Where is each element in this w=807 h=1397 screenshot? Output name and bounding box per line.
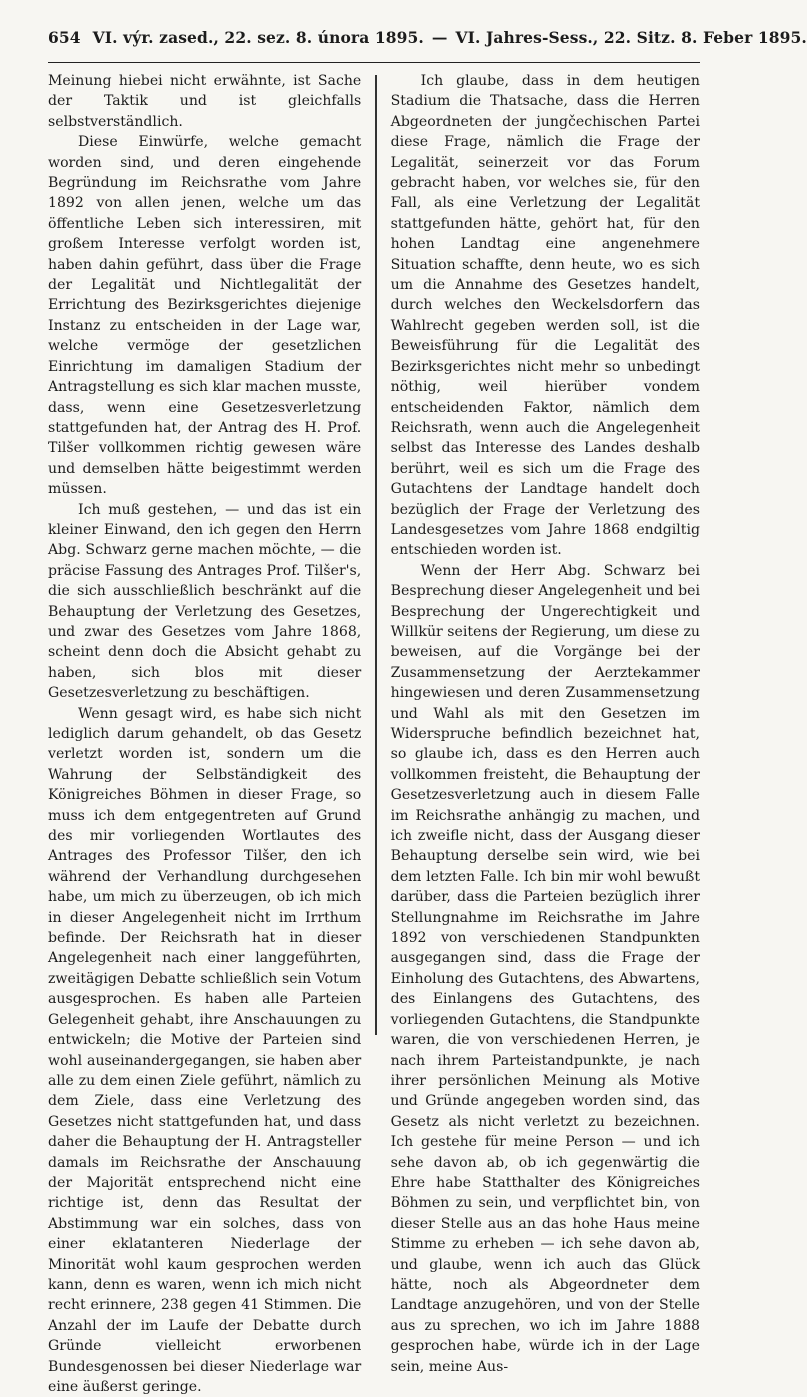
header-rule (48, 62, 700, 63)
column-divider (375, 75, 376, 1035)
left-column (48, 71, 362, 1395)
header-title-german: VI. Jahres-Sess., 22. Sitz. 8. Feber 1895. (455, 28, 807, 47)
paragraph: Wenn der Herr Abg. Schwarz bei Besprechung dieser Angelegenheit und bei Besprechung der Ungerechtigkeit und Willkür seitens der Regierung, um diese zu beweisen, auf die Vorgänge bei der Zusammensetzung der Aerztekammer hingewiesen und deren Zusammensetzung und Wahl als mit den Gesetzen im Widerspruche befindlich bezeichnet hat, so glaube ich, dass es den Herren auch vollkommen freisteht, die Behauptung der Gesetzesverletzung auch in diesem Falle im Reichsrathe anhängig zu machen, und ich zweifle nicht, dass der Ausgang dieser Behauptung derselbe sein wird, wie bei dem letzten Falle. Ich bin mir wohl bewußt darüber, dass die Parteien bezüglich ihrer Stellungnahme im Reichsrathe im Jahre 1892 von verschiedenen Standpunkten ausgegangen sind, dass die Frage der Einholung des Gutachtens, des Abwartens, des Einlangens des Gutachtens, des vorliegenden Gutachtens, die Standpunkte waren, die von verschiedenen Herren, je nach ihrem Parteistandpunkte, je nach ihrer persönlichen Meinung als Motive und Gründe angegeben worden sind, das Gesetz als nicht verletzt zu bezeichnen. Ich gestehe für meine Person — und ich sehe davon ab, ob ich gegenwärtig die Ehre habe Statthalter des Königreiches Böhmen zu sein, und verpflichtet bin, von dieser Stelle aus an das hohe Haus meine Stimme zu erheben — ich sehe davon ab, und glaube, wenn ich auch das Glück hätte, noch als Abgeordneter dem Landtage anzugehören, und von der Stelle aus zu sprechen, wo ich im Jahre 1888 gesprochen habe, würde ich in der Lage sein, meine Aus- (390, 562, 700, 1375)
header-separator: — (431, 28, 448, 47)
two-column-body (48, 71, 700, 1395)
header-title-czech: VI. výr. zased., 22. sez. 8. února 1895. (92, 28, 424, 47)
paragraph: Ich muß gestehen, — und das ist ein kleiner Einwand, den ich gegen den Herrn Abg. Schwarz gerne machen möchte, — die präcise Fassung des Antrages Prof. Tilšer's, die sich ausschließlich beschränkt auf die Behauptung der Verletzung des Gesetzes, und zwar des Gesetzes vom Jahre 1868, scheint denn doch die Absicht gehabt zu haben, sich blos mit dieser Gesetzesverletzung zu beschäftigen. (48, 501, 362, 702)
paragraph: Meinung hiebei nicht erwähnte, ist Sache der Taktik und ist gleichfalls selbstverständlich. (48, 73, 362, 130)
paragraph: Wenn gesagt wird, es habe sich nicht lediglich darum gehandelt, ob das Gesetz verletzt worden ist, sondern um die Wahrung der Selbständigkeit des Königreiches Böhmen in dieser Frage, so muss ich dem entgegentreten auf Grund des mir vorliegenden Wortlautes des Antrages des Professor Tilšer, den ich während der Verhandlung durchgesehen habe, um mich zu überzeugen, ob ich mich in dieser Angelegenheit nicht im Irrthum befinde. Der Reichsrath hat in dieser Angelegenheit nach einer langgeführten, zweitägigen Debatte schließlich sein Votum ausgesprochen. Es haben alle Parteien Gelegenheit gehabt, ihre Anschauungen zu entwickeln; die Motive der Parteien sind wohl auseinandergegangen, sie haben aber alle zu dem einen Ziele geführt, nämlich zu dem Ziele, dass eine Verletzung des Gesetzes nicht stattgefunden hat, und dass daher die Behauptung der H. Antragsteller damals im Reichsrathe der Anschauung der Majorität entsprechend nicht eine richtige ist, denn das Resultat der Abstimmung war ein solches, dass von einer eklatanteren Niederlage der Minorität wohl kaum gesprochen werden kann, denn es waren, wenn ich mich nicht recht erinnere, 238 gegen 41 Stimmen. Die Anzahl der im Laufe der Debatte durch Gründe vielleicht erworbenen Bundesgenossen bei dieser Niederlage war eine äußerst geringe. (48, 705, 362, 1395)
paragraph: Diese Einwürfe, welche gemacht worden sind, und deren eingehende Begründung im Reichsrathe vom Jahre 1892 von allen jenen, welche um das öffentliche Leben sich interessiren, mit großem Interesse verfolgt worden ist, haben dahin geführt, dass über die Frage der Legalität und Nichtlegalität der Errichtung des Bezirksgerichtes diejenige Instanz zu entscheiden in der Lage war, welche vermöge der gesetzlichen Einrichtung im damaligen Stadium der Antragstellung es sich klar machen musste, dass, wenn eine Gesetzesverletzung stattgefunden hat, der Antrag des H. Prof. Tilšer vollkommen richtig gewesen wäre und demselben hätte beigestimmt werden müssen. (48, 134, 362, 498)
page-number: 654 (48, 28, 81, 47)
paragraph: Ich glaube, dass in dem heutigen Stadium die Thatsache, dass die Herren Abgeordneten der jungčechischen Partei diese Frage, nämlich die Frage der Legalität, seinerzeit vor das Forum gebracht haben, vor welches sie, für den Fall, als eine Verletzung der Legalität stattgefunden hätte, gehört hat, für den hohen Landtag eine angenehmere Situation schaffte, denn heute, wo es sich um die Annahme des Gesetzes handelt, durch welches den Weckelsdorfern das Wahlrecht gegeben werden soll, ist die Beweisführung für die Legalität des Bezirksgerichtes nicht mehr so unbedingt nöthig, weil hierüber vondem entscheidenden Faktor, nämlich dem Reichsrath, wenn auch die Angelegenheit selbst das Interesse des Landes deshalb berührt, weil es sich um die Frage des Gutachtens der Landtage handelt doch bezüglich der Frage der Verletzung des Landesgesetzes vom Jahre 1868 endgiltig entschieden worden ist. (390, 73, 700, 559)
page-header (48, 28, 807, 54)
right-column (390, 71, 700, 1375)
